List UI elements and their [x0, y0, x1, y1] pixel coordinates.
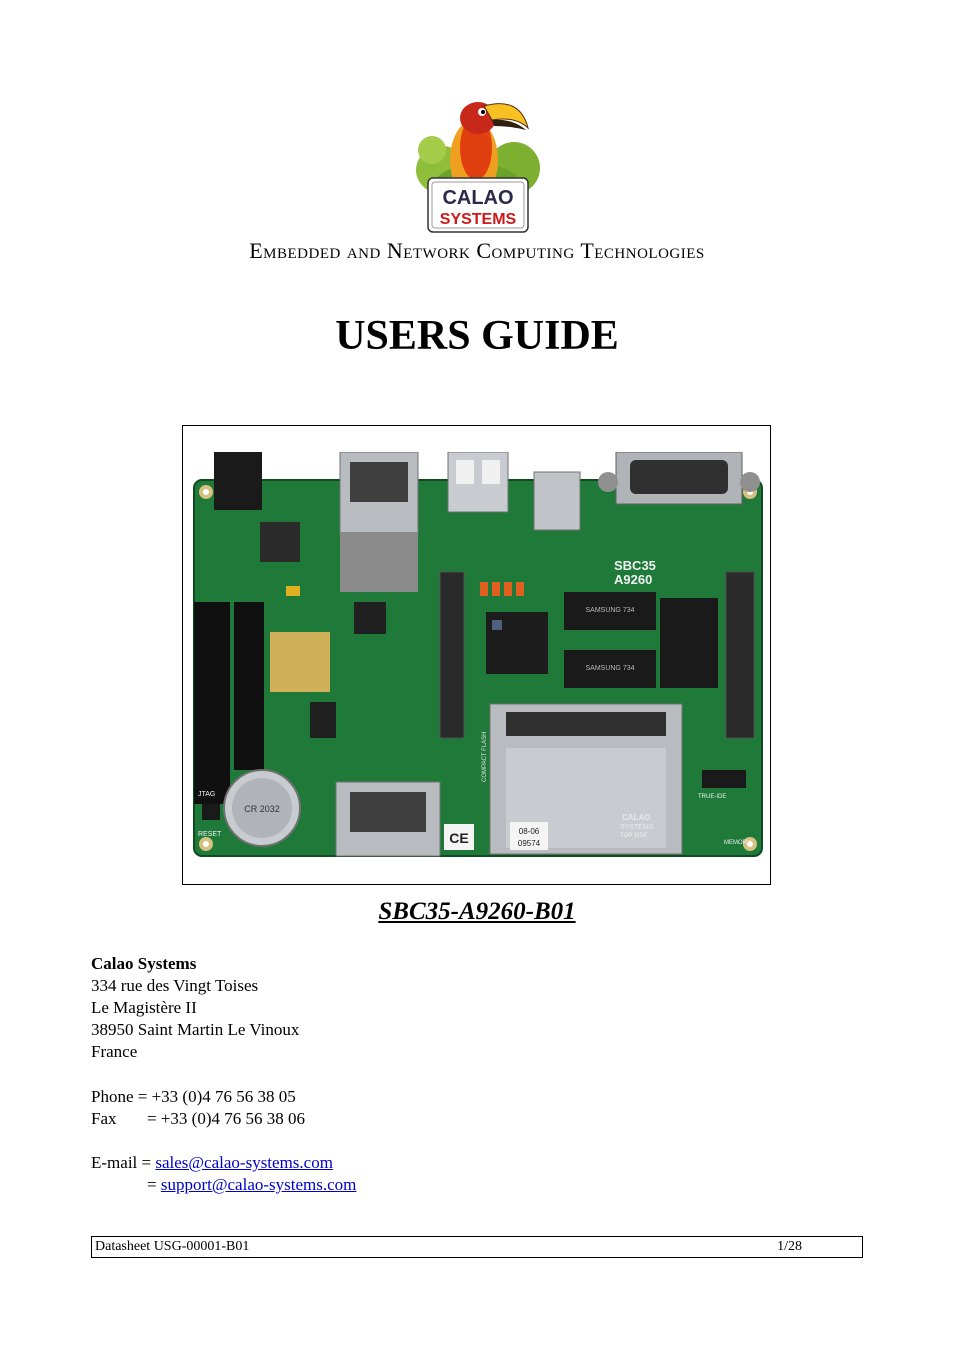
- board-silk-logo-1: CALAO: [622, 813, 651, 822]
- company-tagline: Embedded and Network Computing Technologies: [249, 238, 705, 263]
- email-label: E-mail =: [91, 1153, 156, 1172]
- sbc35-board-photo: [190, 452, 766, 860]
- sales-email-link[interactable]: sales@calao-systems.com: [155, 1153, 333, 1172]
- board-silk-logo-2: SYSTEMS: [620, 824, 654, 831]
- address-line: France: [91, 1042, 138, 1061]
- fax-line: [91, 1108, 305, 1130]
- board-chip2: SAMSUNG 734: [585, 665, 635, 672]
- svg-text:CE: CE: [449, 830, 469, 846]
- footer-page-number: 1/28: [777, 1239, 802, 1254]
- board-date-code-2: 09574: [517, 839, 541, 848]
- document-title: USERS GUIDE: [335, 313, 619, 359]
- board-photo-frame: [182, 425, 771, 885]
- email-line-support: [91, 1174, 356, 1196]
- phone-label: Phone =: [91, 1087, 152, 1106]
- board-label-top-side: TOP SIDE: [620, 833, 648, 839]
- board-label-jtag: JTAG: [198, 791, 216, 798]
- product-id: SBC35-A9260-B01: [378, 898, 576, 925]
- fax-number: = +33 (0)4 76 56 38 06: [147, 1109, 305, 1128]
- address-line: Le Magistère II: [91, 998, 197, 1017]
- email-prefix: =: [147, 1175, 161, 1194]
- footer-doc-id: Datasheet USG-00001-B01: [95, 1239, 250, 1254]
- logo-text-calao: CALAO: [442, 187, 514, 209]
- page-footer: [91, 1236, 863, 1258]
- board-label-true-ide: TRUE-IDE: [698, 794, 727, 800]
- support-email-link[interactable]: support@calao-systems.com: [160, 1175, 357, 1194]
- board-chip1: SAMSUNG 734: [585, 607, 635, 614]
- email-line-sales: [91, 1152, 333, 1174]
- board-label-memory: MEMORY: [724, 840, 751, 846]
- phone-line: [91, 1086, 296, 1108]
- address-line: 38950 Saint Martin Le Vinoux: [91, 1020, 300, 1039]
- board-label-battery: CR 2032: [244, 804, 280, 814]
- board-label-compact-flash: COMPACT FLASH: [482, 731, 488, 782]
- phone-number: +33 (0)4 76 56 38 05: [151, 1087, 296, 1106]
- board-date-code-1: 08-06: [518, 827, 540, 836]
- calao-systems-logo: [412, 90, 544, 236]
- company-name: Calao Systems: [91, 954, 197, 973]
- address-line: 334 rue des Vingt Toises: [91, 976, 259, 995]
- board-label-reset: RESET: [198, 831, 222, 838]
- fax-label: Fax: [91, 1109, 117, 1128]
- board-name-2: A9260: [614, 572, 653, 587]
- logo-text-systems: SYSTEMS: [439, 211, 517, 228]
- board-name-1: SBC35: [614, 558, 656, 573]
